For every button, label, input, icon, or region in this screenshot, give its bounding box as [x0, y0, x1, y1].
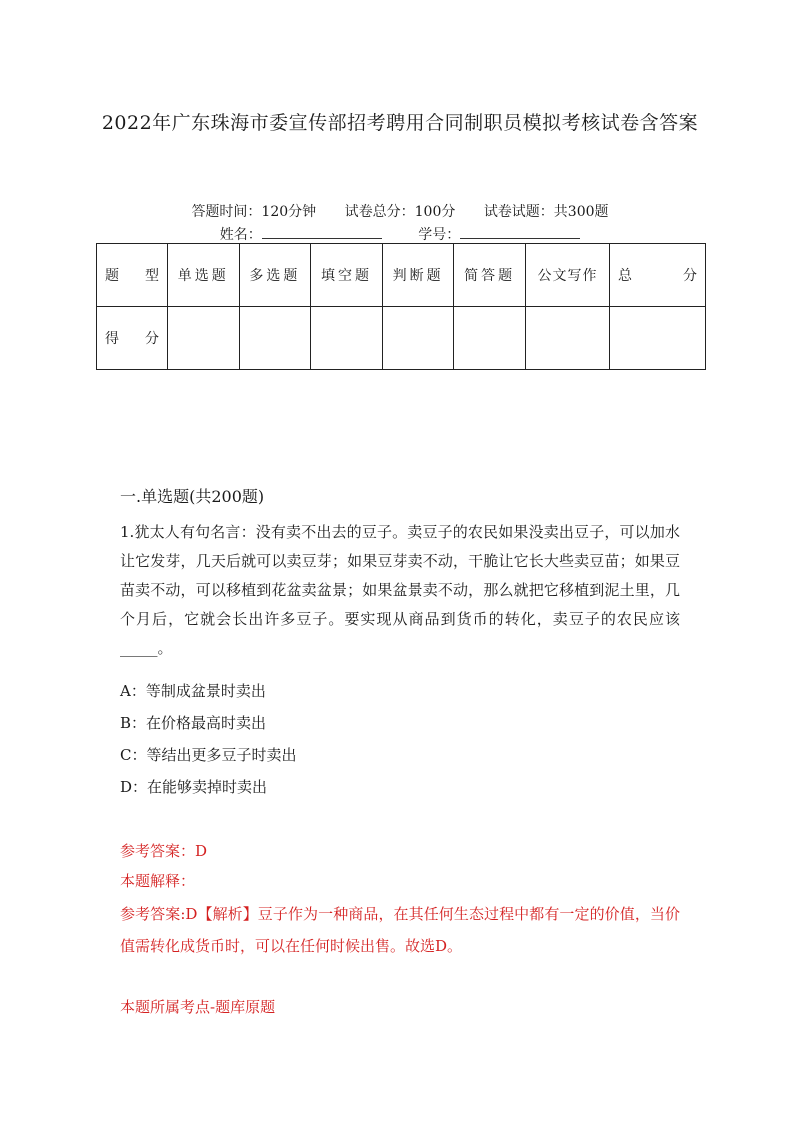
option-a[interactable]: A：等制成盆景时卖出	[120, 682, 266, 700]
question-source: 本题所属考点-题库原题	[120, 998, 276, 1016]
exam-meta	[0, 202, 800, 222]
score-cell-short-answer[interactable]	[454, 307, 526, 370]
student-info	[0, 224, 800, 245]
header-type-char-2: 型	[145, 268, 159, 284]
header-total-char-2: 分	[683, 268, 697, 284]
explanation-label: 本题解释：	[120, 872, 196, 890]
score-cell-multi-choice[interactable]	[239, 307, 311, 370]
header-multi-choice: 多选题	[239, 244, 311, 307]
score-label-char-2: 分	[145, 331, 159, 347]
option-d[interactable]: D：在能够卖掉时卖出	[120, 778, 268, 796]
explanation-text: 参考答案:D【解析】豆子作为一种商品，在其任何生态过程中都有一定的价值，当价值需转化成货币时，可以在任何时候出售。故选D。	[120, 905, 680, 955]
question-text: 1.犹太人有句名言：没有卖不出去的豆子。卖豆子的农民如果没卖出豆子，可以加水让它发芽，几天后就可以卖豆芽；如果豆芽卖不动，干脆让它长大些卖豆苗；如果豆苗卖不动，可以移植到花盆卖盆景；如果盆景卖不动，那么就把它移植到泥土里，几个月后，它就会长出许多豆子。要实现从商品到货币的转化，卖豆子的农民应该_____。	[120, 523, 680, 657]
header-type-char-1: 题	[105, 268, 119, 284]
score-table-score-row	[97, 307, 706, 370]
header-type-cell	[97, 244, 168, 307]
id-label: 学号：	[418, 227, 461, 243]
page-title: 2022年广东珠海市委宣传部招考聘用合同制职员模拟考核试卷含答案	[101, 112, 699, 134]
option-c[interactable]: C：等结出更多豆子时卖出	[120, 746, 297, 764]
score-cell-single-choice[interactable]	[168, 307, 240, 370]
header-true-false: 判断题	[382, 244, 454, 307]
score-label-char-1: 得	[105, 331, 119, 347]
reference-answer: 参考答案：D	[120, 842, 208, 860]
score-cell-true-false[interactable]	[382, 307, 454, 370]
exam-total-score: 试卷总分：100分	[344, 204, 456, 220]
section-heading: 一.单选题(共200题)	[120, 487, 265, 506]
score-table-header-row	[97, 244, 706, 307]
id-blank	[460, 224, 580, 239]
score-table	[96, 243, 706, 370]
header-total-char-1: 总	[618, 268, 632, 284]
score-cell-document-writing[interactable]	[525, 307, 609, 370]
exam-total-questions: 试卷试题：共300题	[483, 204, 609, 220]
score-cell-fill-blank[interactable]	[311, 307, 383, 370]
score-label-cell	[97, 307, 168, 370]
name-blank	[262, 224, 382, 239]
name-label: 姓名：	[219, 227, 262, 243]
header-short-answer: 简答题	[454, 244, 526, 307]
header-document-writing: 公文写作	[525, 244, 609, 307]
score-cell-total[interactable]	[610, 307, 706, 370]
exam-time: 答题时间：120分钟	[191, 204, 317, 220]
name-field	[220, 227, 382, 243]
option-b[interactable]: B：在价格最高时卖出	[120, 714, 267, 732]
header-single-choice: 单选题	[168, 244, 240, 307]
id-field	[418, 227, 580, 243]
header-total-cell	[610, 244, 706, 307]
header-fill-blank: 填空题	[311, 244, 383, 307]
